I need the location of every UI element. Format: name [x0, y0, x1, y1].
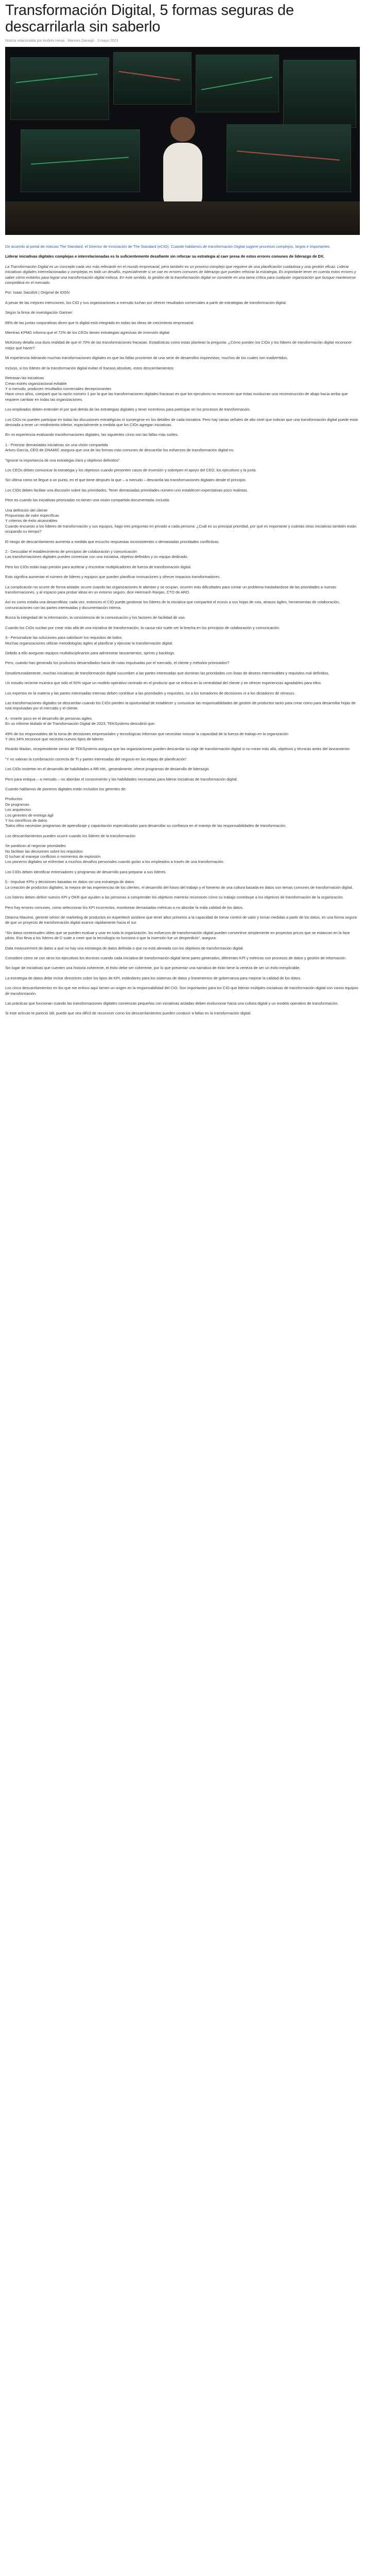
paragraph: Según la firma de investigación Gartner: [5, 310, 73, 315]
paragraph: Los cinco descarrilamientos en los que me enfoco aquí tienen un origen en la responsabilidad del CIO. Son importantes para los CIO que lideran múltiples iniciativas de transformación digital con varios equipos de transformación. [5, 986, 359, 996]
paragraph: Retrasan las iniciativas Crean estrés organizacional evitable Y a menudo, producen resultados comerciales decepcionantes Hace cinco años, compartí que la razón número 1 por la que las transformaciones digitales fracasan es que los ejecutivos no reconocen que éstas involucran una reconstrucción de abajo hacia arriba que requiere cambiar en todas las organizaciones. [5, 376, 348, 402]
quote: “Y no valoran la combinación correcta de TI y partes interesadas del negocio en las etapas de planificación”. [5, 756, 188, 761]
section-heading-3: 3.- Personalizar las soluciones para satisfacer los requisitos de todos. Muchas organizaciones utilizan metodologías ágiles al planificar y ejecutar la transformación digital. [5, 635, 173, 646]
paragraph: El riesgo de descarrilamiento aumenta a medida que escucho respuestas inconsistentes o demasiadas prioridades conflictivas. [5, 539, 220, 544]
paragraph: Los CIOs invierten en el desarrollo de habilidades a RR.HH., generalmente, ofrece programas de desarrollo de liderazgo. [5, 767, 210, 772]
paragraph: Los CIOs deben facilitar una discusión sobre las prioridades. Tener demasiadas prioridades número uno establecen expectativas poco realistas. [5, 487, 248, 493]
quote: “Sin datos contextuales útiles que se pueden evaluar y usar en toda la organización, los esfuerzos de transformación digital pueden convertirse simplemente en proyectos pricos que se estancan en la fase piloto. Eso lleva a los líderes de C-suite a creer que la tecnología no funciona o que la inversión fue un desperdicio”, asegura. [5, 930, 350, 941]
paragraph: Mientras KPMG informa que el 72% de los CEOs tienen estrategias agresivas de inversión digital. [5, 330, 170, 335]
paragraph: Debido a ello aseguran equipos multidisciplinarios para administrar lanzamientos, sprints y backlogs. [5, 650, 175, 655]
paragraph: Los CIOs deben identificar entrenadores y programas de desarrollo para preparar a sus líderes. [5, 869, 167, 874]
list-block: Una definición del cliente Propuestas de valor específicas Y criterios de éxito alcanzables Cuando encuesto a los líderes de transformación y sus equipos, hago tres preguntas en privado a cada persona: ¿Cuál es su principal prioridad, por qué es importante y cuántas otras iniciativas también están ocupando su tiempo? [5, 507, 357, 534]
paragraph: Deanna Maurine, gerente sénior de marketing de productos en Asperitech sostiene que tener altos primeros a la capacidad de tomar control de valor y tomar medidas a partir de los datos, es una forma segura de que un proyecto de transformación digital avance rápidamente hacia el sur. [5, 914, 357, 925]
article [0, 2, 365, 1016]
quote: “Ignorar la importancia de una estrategia clara y objetivos definidos”. [5, 457, 121, 463]
paragraph: Peor es cuando las iniciativas priorizadas no tienen una visión compartida documentada, incluida: [5, 498, 170, 503]
paragraph: Ricardo Madan, vicepresidente senior de TEKSystems asegura que las organizaciones pueden descarrilar su viaje de transformación digital si no miran más allá, objetivos y técnicas antes del lanzamiento: [5, 747, 351, 752]
paragraph: Pero, cuando han generado los productos desarrollados hacia de rutas impulsadas por el mercado, el cliente y métodos priorizados? [5, 660, 230, 666]
article-body [5, 244, 360, 1016]
article-title: Transformación Digital, 5 formas seguras de descarrilarla sin saberlo [5, 2, 294, 35]
paragraph: Data measurement de datos a qué no hay una estrategia de datos definida o que no está alineada con los objetivos de transformación digital. [5, 945, 244, 951]
article-byline: Noticia relacionada por Andrés Hevia · Marines Danegó · 3 mayo 2023 [5, 39, 118, 43]
list-block: Se paralizan al negociar prioridades No facilitan las decisiones sobre los requisitos O luchan al manejar conflictos o momentos de explosión Los pioneros digitales se enfrentan a muchos desafíos personales cuando guían a los empleados a través de una transformación. [5, 843, 224, 865]
paragraph-lead: De acuerdo al portal de noticias The Standard, el Director de Innovación de The Standard (eCIO). Cuando hablamos de transformación Digital sugiere procesos complejos, largos e importantes. [5, 244, 331, 249]
paragraph: Las transformaciones digitales se descarrilan cuando los CIOs pierden la oportunidad de establecer y comunicar las responsabilidades de gestión de productos tanto para crear como para desarrollar hojas de ruta impulsadas por el mercado y el cliente. [5, 700, 356, 711]
paragraph: Las prácticas que funcionan cuando las transformaciones digitales comienzan pequeñas con iniciativas aisladas deben evolucionar hacia una cultura digital y un modelo operativo de transformación. [5, 1001, 339, 1006]
list-block: 49% de los responsables de la toma de decisiones empresariales y tecnológicas informan que necesitan innovar la capacidad de la fuerza de trabajo en la organización Y otro 34% reconoce que necesita nuevos tipos de talento [5, 731, 289, 741]
hero-image [5, 47, 360, 235]
paragraph: Esto significa aumentar el número de líderes y equipos que pueden planificar innovaciones y ofrecer impactos transformadores. [5, 574, 221, 580]
paragraph: Los expertos en la materia y las partes interesadas internas deben contribuir a las prioridades y requisitos, no a los tomadores de decisiones ni a los dictadores de retrasos. [5, 690, 296, 696]
paragraph: Cuando hablamos de pioneros digitales están incluidos los gerentes de: [5, 787, 127, 791]
section-heading-1: 1.- Priorizar demasiadas iniciativas sin una visión compartida Arturo García, CEO de DNAMIC asegura que una de las formas más comunes de descarrilar los esfuerzos de transformación digital es: [5, 442, 234, 453]
paragraph: Los CEOs deben comunicar la estrategia y los objetivos cuando presenten casos de inversión y sobrepen el apoyo del CEO, los ejecutivos y la junta. [5, 467, 257, 472]
paragraph: A pesar de las mejores intenciones, los CIO y sus organizaciones a menudo luchan por ofrecer resultados comerciales a partir de estrategias de transformación digital. [5, 300, 287, 305]
paragraph: Incluso, si los líderes de la transformación digital evitan el fracaso absoluto, estos descarrilamientos: [5, 365, 175, 370]
paragraph: Cuando los CIOs sucitan por crear más allá de una iniciativa de transformación, la causa raíz suele ser la brecha en los principios de colaboración y comunicación. [5, 625, 281, 630]
paragraph: La estrategia de datos debe incluir directrices sobre los tipos de KPI, estándares para los sistemas de datos y lineamientos de gobernanza para mejorar la calidad de los datos. [5, 975, 302, 980]
person-silhouette [152, 109, 214, 212]
paragraph: 89% de las juntas corporativas dicen que lo digital está integrado en todas las ideas de crecimiento empresarial. [5, 320, 195, 325]
paragraph: Un estudio reciente muestra que sólo el 50% sigue un modelo operativo centrado en el producto que se enfoca en la centralidad del cliente y en ofrecer experiencias agradables para ellos. [5, 681, 322, 686]
paragraph: La complicación no ocurre de forma aislada: ocurre cuando las organizaciones le alientan y se ocupan, ocurren más dificultades para contar un problema trasladandose de las prioridades a nuevas transformaciones, y al espacio para probar ideas en un entorno seguro, dice Heemanh Ranjan, CTO de ARO. [5, 584, 336, 595]
section-heading-4: 4.- Invertir poco en el desarrollo de personas ágiles En un informe titulado el de Transformación Digital de 2023, TEKSystems descubrió que: [5, 716, 155, 726]
section-heading-2: 2.- Descuidar el establecimiento de principios de colaboración y comunicación Las transformaciones digitales pueden comenzar con una iniciativa, objetivo definidos y un equipo dedicado. [5, 549, 188, 560]
paragraph: Mi experiencia liderando muchas transformaciones digitales es que las fallas provienen de una serie de desarrollos imprevistos, muchos de los cuales son inadvertidos. [5, 355, 288, 361]
paragraph: En mi experiencia evaluando transformaciones digitales, las siguientes cinco son las fallas más sutiles. [5, 432, 179, 437]
paragraph: Así es como estalla una desarrollista: cada vez, entonces el CIO puede gestionar los líderes de la iniciativa que compartirá el ecosis a sus hojas de ruta, atrasos ágiles, herramientas de colaboración, comunicaciones con las partes interesadas y documentación interna. [5, 600, 340, 610]
paragraph: Busca la integridad de la información, la consistencia de la comunicación y los factores de facilidad de uso. [5, 615, 186, 620]
paragraph: Pero hay errores comunes, como seleccionar los KPI incorrectos, monitorear demasiadas métricas o no abordar la mala calidad de los datos. [5, 905, 244, 910]
paragraph: Sin lugar de iniciativas que cuenten una historia coherente, el éxito debe ser coherente, por lo que presentar una narrativa de éxito tiene la certeza de ser un éxito inexplicable. [5, 965, 301, 971]
paragraph: Por: Isaac Sacolick | Original de IDGN [5, 290, 70, 295]
paragraph: Los descarrilamientos pueden ocurrir cuando los líderes de la transformación: [5, 833, 136, 838]
list-block: Productos De programas Los arquitectos Los gerentes de entrega ágil Y los científicos de datos Todos ellos necesitan programas de aprendizaje y capacitación especializados para desarrollar su confianza en el manejo de las responsabilidades de transformación. [5, 796, 287, 828]
paragraph: McKinsey detalla una dura realidad de que el 70% de las transformaciones fracasan. Estadísticas como estas plantean la pregunta: ¿Cómo pueden los CIOs y los líderes de transformación digital reconocer mejor qué hacer? [5, 340, 352, 350]
section-heading-5: 5.- Impulsar KPIs y decisiones basadas en datos sin una estrategia de datos La creación de productos digitales, la mejora de las experiencias de los clientes, el desarrollo del futuro del trabajo y el fomento de una cultura basada en datos son temas comunes de transformación digital. [5, 879, 353, 890]
paragraph-closing: Si este artículo te pareció útil, puede que sea difícil de reconocer como los descarrilamientos pueden conducir a fallas en la transformación digital. [5, 1011, 252, 1016]
paragraph: Pero para entiqua – a menudo – no abordan el conocimiento y las habilidades necesarias para liderar iniciativas de transformación digital. [5, 776, 238, 782]
paragraph: Sin última como se llegue a un punto, en el que tiene después la que – a menudo – descarrila las transformaciones digitales desde el principio. [5, 478, 247, 483]
paragraph: Pero los CIOs están bajo presión para acelerar y encontrar multiplicadores de fuerza de transformación digital. [5, 564, 192, 569]
paragraph: Considere cómo se con otros los ejecutivos los técnicos cuando cada iniciativa de transformación digital tiene pares generados, diferentes KPI y métricas con procesos de datos y gestión de información. [5, 955, 347, 960]
paragraph: Los CIOs no pueden participar en todas las discusiones estratégicas ni sumergirse en los detalles de cada iniciativa. Pero hay varias señales de alto nivel que indican que una transformación digital puede estar desviada a tener un rendimiento inferior, especialmente a medida que los CIOs agregan iniciativas. [5, 417, 358, 427]
paragraph: Los líderes deben definir nuevos KPI y OKR que ayuden a las personas a comprender los objetivos mientras reconocen cómo su trabajo contribuye a los objetivos de transformación de la organización. [5, 895, 344, 900]
paragraph: Los empleados deben entender el por qué detrás de las estrategias digitales y tener incentivos para participar en los procesos de transformación. [5, 407, 251, 412]
paragraph: Desafortunadamente, muchas iniciativas de transformación digital sucumben a las partes interesadas que dominan las prioridades con listas de deseos interminables y requisitos mal definidos. [5, 670, 329, 675]
paragraph-intro: La Transformación Digital es un concepto cada vez más relevante en el mundo empresarial, pero también es un proceso complejo que requiere de una planificación cuidadosa y una gestión eficaz. Liderar iniciativas digitales interrelacionadas y complejas es todo un desafío, especialmente si se cae en errores comunes de liderazgo que pueden reforzar la estrategia. Es importante tener en cuenta estos errores y saber cómo evitarlos para lograr una transformación digital exitosa. En este sentido, la gestión de la transformación digital se convierte en una tarea crítica para cualquier organización que busque mantenerse competitiva en el mercado. [5, 264, 356, 285]
paragraph-summary: Liderar iniciativas digitales complejas e interrelacionadas es lo suficientemente desafiante sin reforzar su estrategia al caer presa de estos errores comunes de liderazgo de DX. [5, 254, 324, 259]
